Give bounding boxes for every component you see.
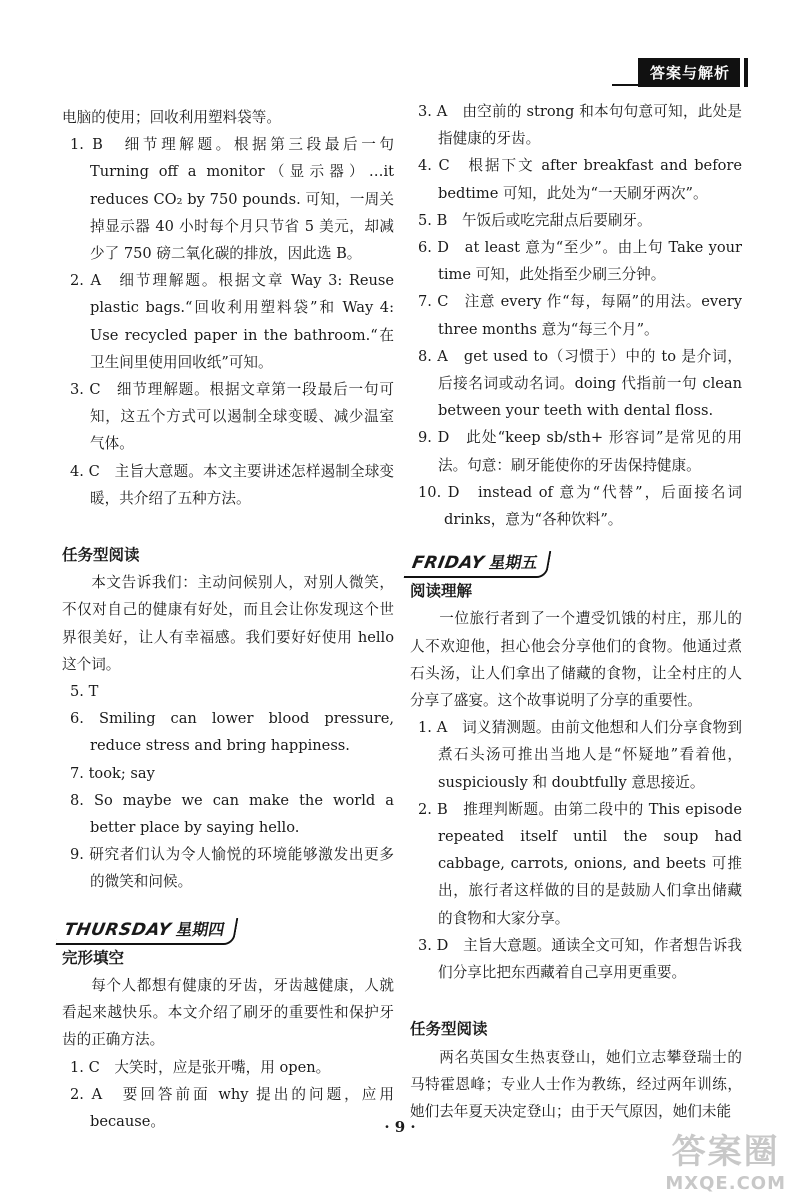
- answer-item: 7. took; say: [70, 764, 155, 782]
- section-tag: 答案与解析: [638, 58, 740, 87]
- reading-heading: 阅读理解: [410, 582, 473, 601]
- answer-item: 1. B 细节理解题。根据第三段最后一句 Turning off a monitor（显示器）…it reduces CO₂ by 750 pounds. 可知，一周关掉显示器 40 小时每个月只节省 5 美元，却减少了 750 磅二氧化碳的排放，因此选 B。: [70, 136, 394, 263]
- page-number: · 9 ·: [384, 1118, 416, 1136]
- answer-item: 2. A 要回答前面 why 提出的问题，应用 because。: [70, 1085, 394, 1130]
- task-reading-intro: 本文告诉我们：主动问候别人，对别人微笑，不仅对自己的健康有好处，而且会让你发现这个世界很美好，让人有幸福感。我们要好好使用 hello 这个词。: [62, 574, 394, 673]
- answer-item: 4. C 主旨大意题。本文主要讲述怎样遏制全球变暖，共介绍了五种方法。: [70, 462, 394, 507]
- task-reading-heading: 任务型阅读: [410, 1020, 488, 1039]
- answer-item: 6. D at least 意为“至少”。由上句 Take your time 可知，此处指至少刷三分钟。: [418, 239, 742, 284]
- thursday-label-en: THURSDAY: [62, 919, 173, 940]
- answer-item: 1. A 词义猜测题。由前文他想和人们分享食物到煮石头汤可推出当地人是“怀疑地”看着他，suspiciously 和 doubtfully 意思接近。: [418, 719, 742, 791]
- left-column: [62, 104, 394, 1135]
- friday-label-zh: 星期五: [487, 553, 540, 573]
- intro-line: 电脑的使用；回收利用塑料袋等。: [62, 109, 281, 126]
- answer-item: 5. T: [70, 683, 99, 701]
- answer-item: 3. C 细节理解题。根据文章第一段最后一句可知，这五个方式可以遏制全球变暖、减少温室气体。: [70, 381, 394, 453]
- answer-item: 5. B 午饭后或吃完甜点后要刷牙。: [418, 211, 652, 229]
- friday-label-en: FRIDAY: [410, 553, 486, 574]
- answer-item: 2. A 细节理解题。根据文章 Way 3: Reuse plastic bags.“回收利用塑料袋”和 Way 4: Use recycled paper in the bathroom.“在卫生间里使用回收纸”可知。: [70, 272, 394, 371]
- answer-item: 8. So maybe we can make the world a better place by saying hello.: [70, 791, 394, 837]
- answer-item: 3. A 由空前的 strong 和本句句意可知，此处是指健康的牙齿。: [418, 103, 742, 148]
- answer-item: 10. D instead of 意为“代替”，后面接名词 drinks，意为“各种饮料”。: [418, 483, 742, 529]
- right-column: [410, 98, 742, 1125]
- watermark-url: MXQE.COM: [665, 1173, 786, 1194]
- answer-item: 1. C 大笑时，应是张开嘴，用 open。: [70, 1058, 331, 1076]
- thursday-label-zh: 星期四: [174, 919, 227, 939]
- answer-item: 9. 研究者们认为令人愉悦的环境能够激发出更多的微笑和问候。: [70, 846, 394, 891]
- watermark-chars: 答案圈: [671, 1132, 780, 1172]
- answer-item: 7. C 注意 every 作“每，每隔”的用法。every three months 意为“每三个月”。: [418, 293, 742, 338]
- header-rule: [612, 84, 728, 86]
- task-reading-intro: 两名英国女生热衷登山，她们立志攀登瑞士的马特霍恩峰；专业人士作为教练，经过两年训练，她们去年夏天决定登山；由于天气原因，她们未能: [410, 1048, 742, 1120]
- answer-item: 4. C 根据下文 after breakfast and before bedtime 可知，此处为“一天刷牙两次”。: [418, 157, 742, 202]
- thursday-banner: [56, 918, 239, 945]
- cloze-heading: 完形填空: [62, 948, 125, 967]
- cloze-intro: 每个人都想有健康的牙齿，牙齿越健康，人就看起来越快乐。本文介绍了刷牙的重要性和保护牙齿的正确方法。: [62, 976, 394, 1049]
- answer-item: 3. D 主旨大意题。通读全文可知，作者想告诉我们分享比把东西藏着自己享用更重要。: [418, 936, 742, 982]
- friday-banner: [404, 551, 552, 578]
- reading-intro: 一位旅行者到了一个遭受饥饿的村庄，那儿的人不欢迎他，担心他会分享他们的食物。他通过煮石头汤，让人们拿出了储藏的食物，让全村庄的人分享了盛宴。这个故事说明了分享的重要性。: [410, 610, 742, 710]
- answer-item: 9. D 此处“keep sb/sth+ 形容词”是常见的用法。句意：刷牙能使你的牙齿保持健康。: [418, 429, 742, 474]
- answer-item: 8. A get used to（习惯于）中的 to 是介词，后接名词或动名词。doing 代指前一句 clean between your teeth with dental floss.: [418, 347, 742, 420]
- task-reading-heading: 任务型阅读: [62, 546, 140, 565]
- answer-item: 6. Smiling can lower blood pressure, reduce stress and bring happiness.: [70, 710, 394, 755]
- answer-item: 2. B 推理判断题。由第二段中的 This episode repeated itself until the soup had cabbage, carrots, onions, and beets 可推出，旅行者这样做的目的是鼓励人们拿出储藏的食物和大家分享。: [418, 800, 742, 927]
- watermark-logo: [665, 1124, 786, 1194]
